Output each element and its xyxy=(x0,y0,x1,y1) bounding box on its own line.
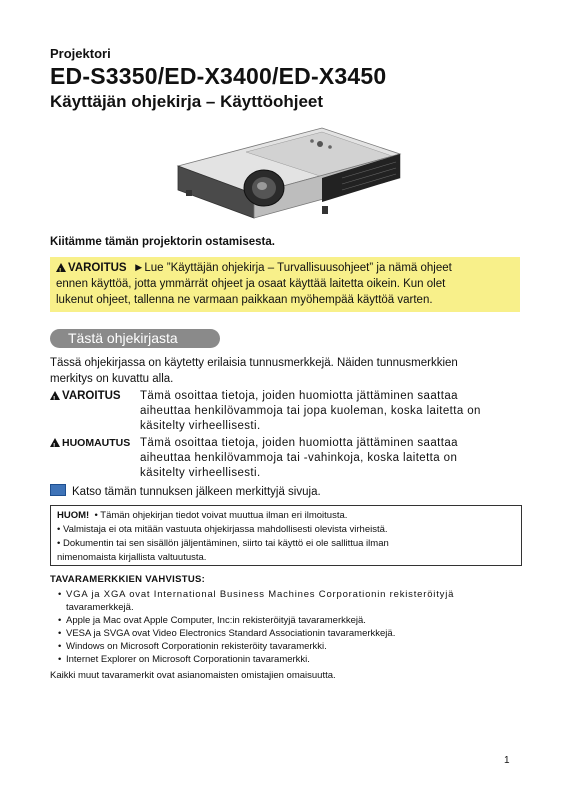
book-reference-note xyxy=(50,484,321,498)
definition-term: VAROITUS xyxy=(62,390,121,402)
book-icon xyxy=(50,484,66,496)
warning-icon xyxy=(50,391,60,400)
thanks-line: Kiitämme tämän projektorin ostamisesta. xyxy=(50,236,275,248)
note-line: nimenomaista kirjallista valtuutusta. xyxy=(57,552,207,563)
page-number: 1 xyxy=(504,755,510,766)
definition-line: aiheuttaa henkilövammoja tai -vahinkoja, koska laitetta on xyxy=(140,452,458,464)
trademark-item: • Windows on Microsoft Corporationin rekisteröity tavaramerkki. xyxy=(58,640,522,653)
model-title: ED-S3350/ED-X3400/ED-X3450 xyxy=(50,63,387,89)
definition-line: käsitelty virheellisesti. xyxy=(140,420,261,432)
trademark-item: • Internet Explorer on Microsoft Corporationin tavaramerkki. xyxy=(58,653,522,666)
warning-text-1: ►Lue ”Käyttäjän ohjekirja – Turvallisuusohjeet” ja nämä ohjeet xyxy=(132,262,452,274)
note-line: • Valmistaja ei ota mitään vastuuta ohjekirjassa mahdollisesti olevista virheistä. xyxy=(57,524,388,535)
section-intro xyxy=(50,355,522,387)
warning-box xyxy=(50,257,520,312)
book-note-text: Katso tämän tunnuksen jälkeen merkittyjä sivuja. xyxy=(72,486,321,498)
definition-line: aiheuttaa henkilövammoja tai jopa kuoleman, koska laitetta on xyxy=(140,405,481,417)
definition-warning xyxy=(50,389,522,434)
trademarks-footer: Kaikki muut tavaramerkit ovat asianomaisten omistajien omaisuutta. xyxy=(50,670,336,681)
trademark-item: • VGA ja XGA ovat International Business Machines Corporationin rekisteröityjä xyxy=(58,588,522,601)
intro-line: merkitys on kuvattu alla. xyxy=(50,373,174,385)
warning-line-1 xyxy=(56,260,514,276)
warning-label: VAROITUS xyxy=(68,262,127,274)
intro-line: Tässä ohjekirjassa on käytetty erilaisia tunnusmerkkejä. Näiden tunnusmerkkien xyxy=(50,357,458,369)
definition-line: käsitelty virheellisesti. xyxy=(140,467,261,479)
note-box xyxy=(50,505,522,566)
manual-subtitle: Käyttäjän ohjekirja – Käyttöohjeet xyxy=(50,92,324,111)
definition-caution xyxy=(50,436,522,481)
note-label: HUOM! xyxy=(57,510,90,521)
definition-term: HUOMAUTUS xyxy=(62,437,131,449)
projector-illustration xyxy=(172,122,404,228)
trademark-item-continued: tavaramerkkejä. xyxy=(66,602,134,613)
note-line xyxy=(57,509,515,523)
note-text: • Tämän ohjekirjan tiedot voivat muuttua ilman eri ilmoitusta. xyxy=(94,510,348,521)
trademark-item: • VESA ja SVGA ovat Video Electronics Standard Associationin tavaramerkkejä. xyxy=(58,627,522,640)
document-category: Projektori xyxy=(50,46,111,61)
warning-text-2: ennen käyttöä, jotta ymmärrät ohjeet ja osaat käyttää laitetta oikein. Kun olet xyxy=(56,278,446,290)
caution-icon xyxy=(50,438,60,447)
warning-icon xyxy=(56,263,66,272)
section-heading: Tästä ohjekirjasta xyxy=(50,329,220,348)
trademarks-list xyxy=(58,588,522,666)
trademark-item: • Apple ja Mac ovat Apple Computer, Inc:in rekisteröityjä tavaramerkkejä. xyxy=(58,614,522,627)
note-line: • Dokumentin tai sen sisällön jäljentäminen, siirto tai käyttö ei ole sallittua ilman xyxy=(57,538,389,549)
definition-line: Tämä osoittaa tietoja, joiden huomiotta jättäminen saattaa xyxy=(140,437,458,449)
definition-line: Tämä osoittaa tietoja, joiden huomiotta jättäminen saattaa xyxy=(140,390,458,402)
warning-text-3: lukenut ohjeet, tallenna ne varmaan paikkaan myöhempää käyttöä varten. xyxy=(56,294,433,306)
trademarks-heading: TAVARAMERKKIEN VAHVISTUS: xyxy=(50,574,206,585)
